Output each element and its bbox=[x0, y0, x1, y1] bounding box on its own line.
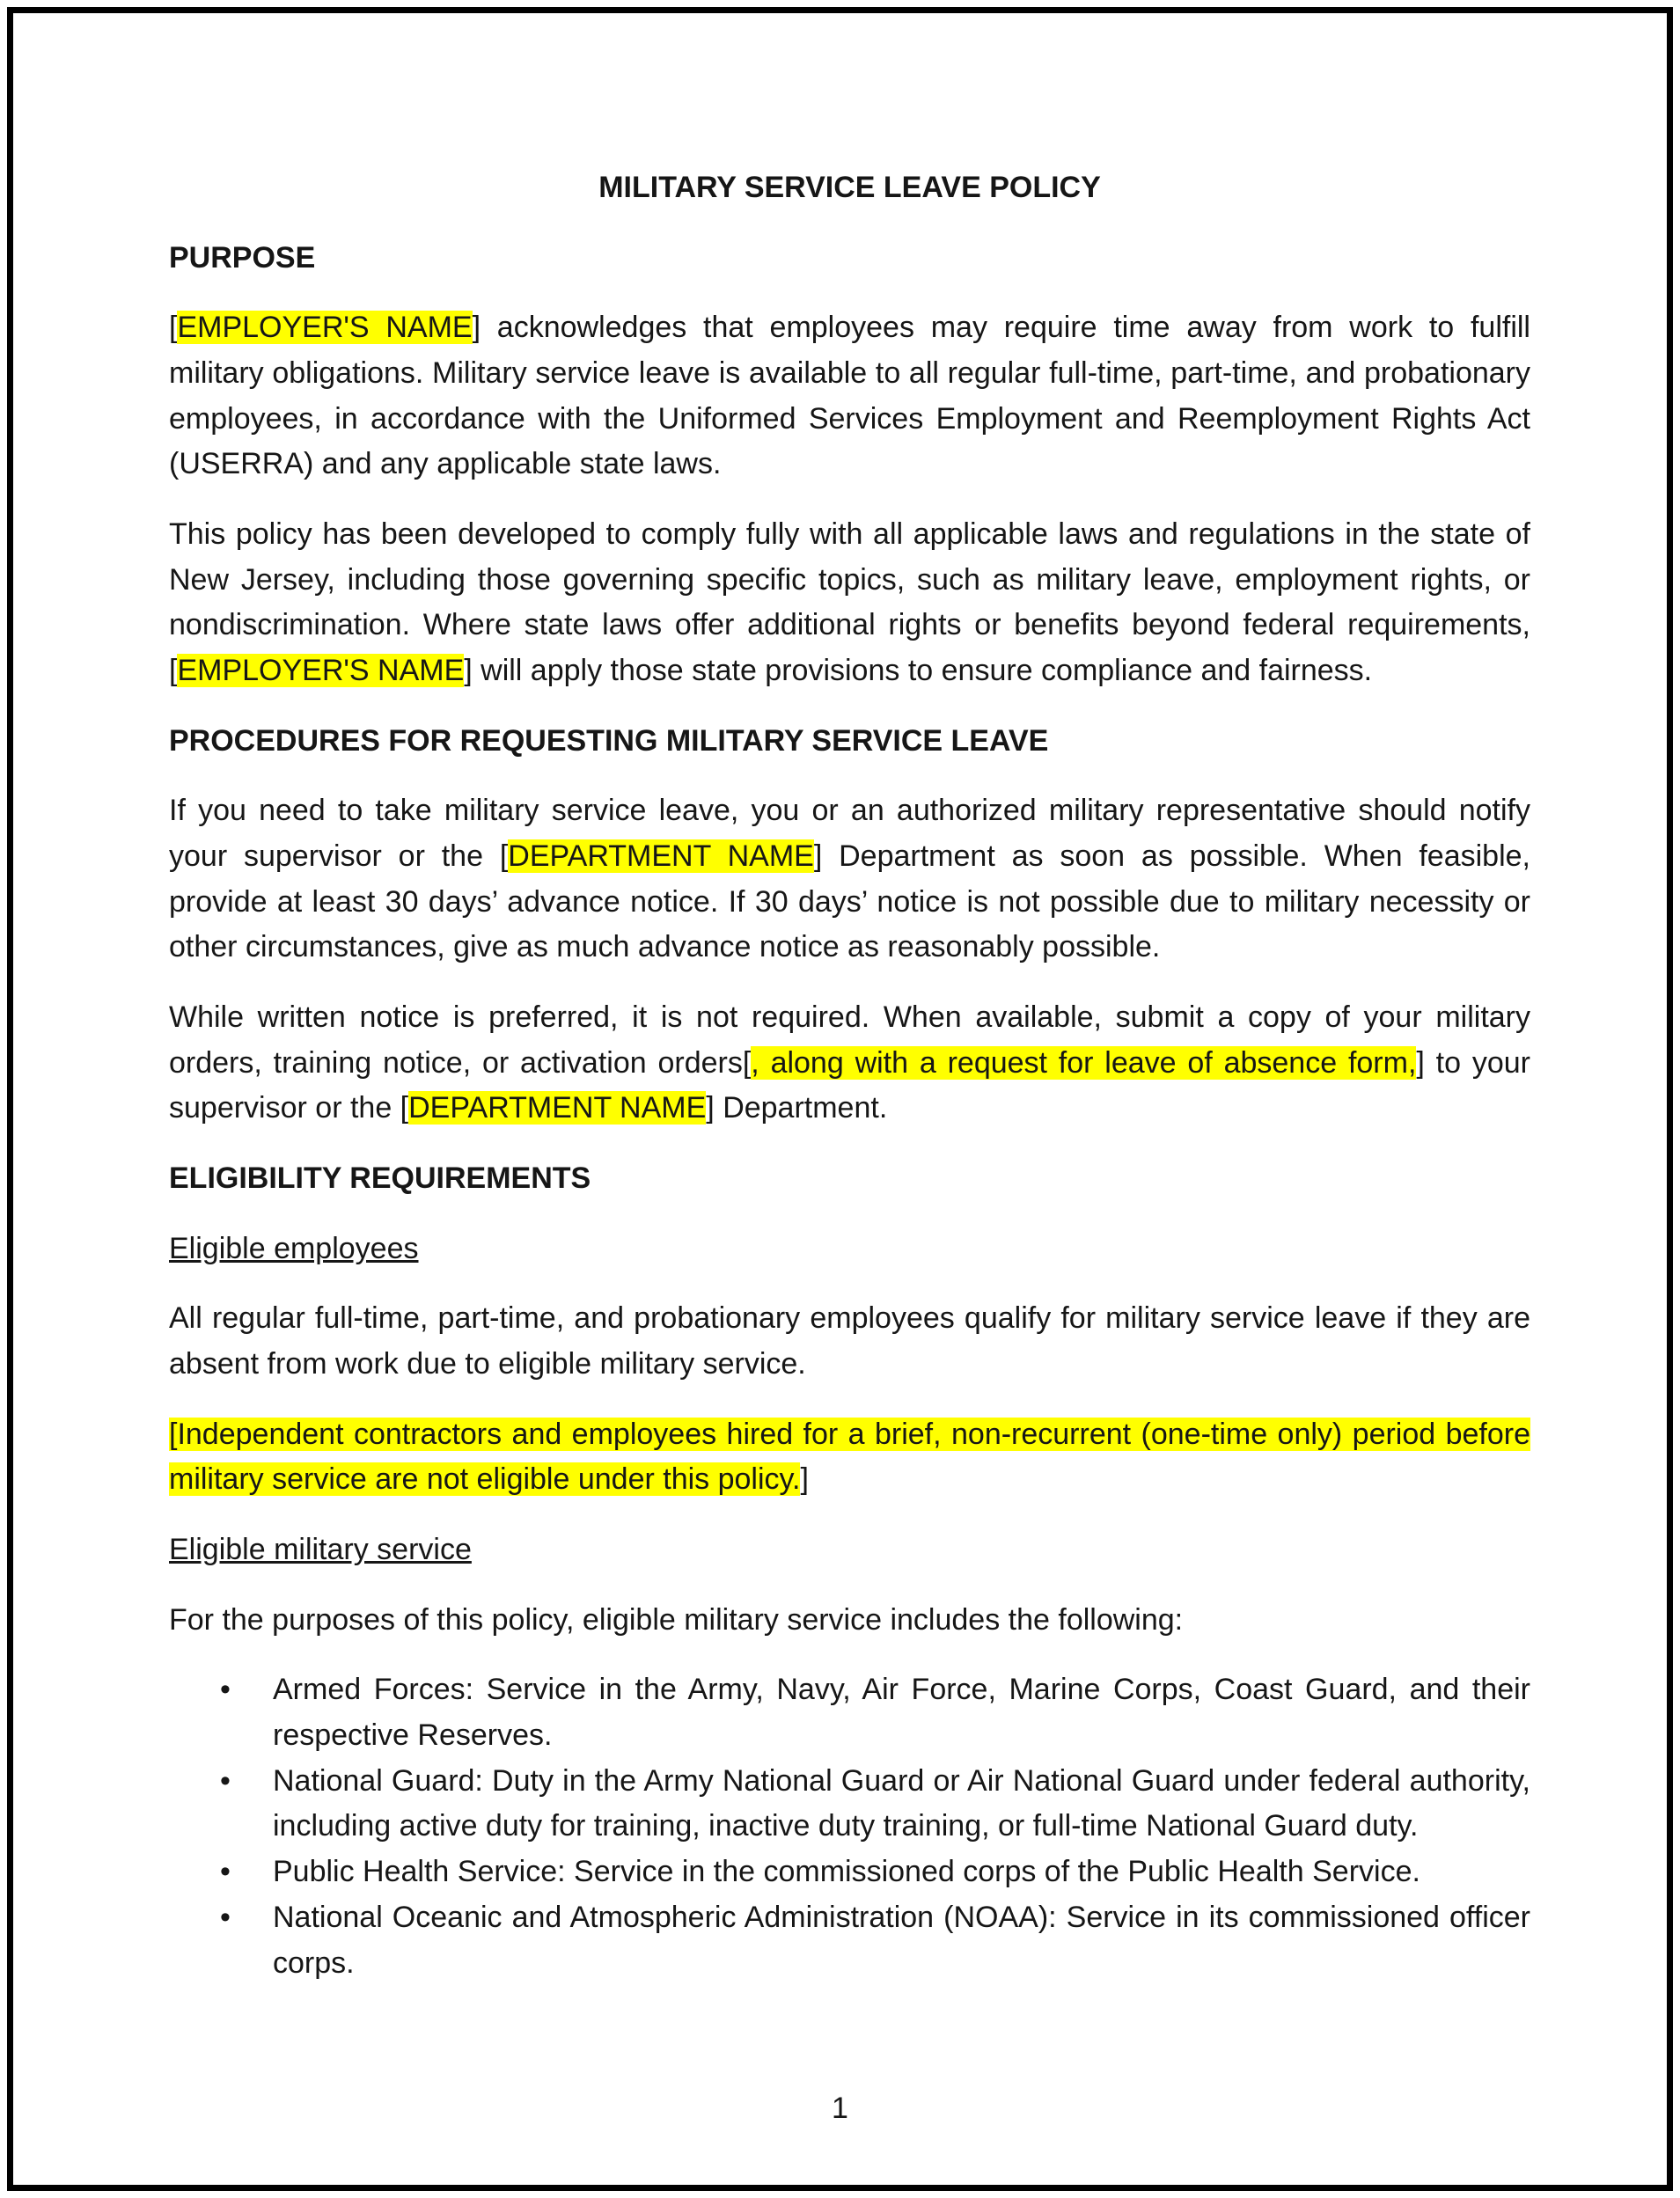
bullet-item: • Armed Forces: Service in the Army, Navy, Air Force, Marine Corps, Coast Guard, and their respective Reserves. bbox=[169, 1667, 1530, 1758]
paragraph bbox=[169, 788, 1530, 971]
highlighted-text: , along with a request for leave of absence form, bbox=[751, 1045, 1417, 1080]
highlighted-text: EMPLOYER'S NAME bbox=[177, 654, 465, 688]
paragraph bbox=[169, 305, 1530, 487]
text-run: ] Department as soon as possible. When feasible, provide at least 30 days’ advance notice. If 30 days’ notice is not possible due to military necessity or other circumstances, give as much advance notice as reasonably possible. bbox=[169, 839, 1530, 964]
bullet-item: • National Oceanic and Atmospheric Administration (NOAA): Service in its commissioned officer corps. bbox=[169, 1895, 1530, 1986]
text-run: ] to your supervisor or the [ bbox=[169, 1045, 1530, 1125]
paragraph bbox=[169, 995, 1530, 1132]
highlighted-text: EMPLOYER'S NAME bbox=[177, 311, 473, 345]
paragraph bbox=[169, 1598, 1530, 1644]
bullet-item: • National Guard: Duty in the Army National Guard or Air National Guard under federal authority, including active duty for training, inactive duty training, or full-time National Guard duty. bbox=[169, 1759, 1530, 1850]
highlighted-text: [Independent contractors and employees hired for a brief, non-recurrent (one-time only) period before military service are not eligible under this policy. bbox=[169, 1417, 1530, 1497]
bullet-list bbox=[169, 1667, 1530, 1986]
section-heading: ELIGIBILITY REQUIREMENTS bbox=[169, 1161, 591, 1196]
highlighted-text: DEPARTMENT NAME bbox=[508, 839, 814, 874]
subsection-heading: Eligible employees bbox=[169, 1231, 419, 1265]
highlighted-text: DEPARTMENT NAME bbox=[408, 1091, 707, 1125]
text-run: This policy has been developed to comply fully with all applicable laws and regulations in the state of New Jersey, including those governing specific topics, such as military leave, employment rights, or nondiscrimination. Where state laws offer additional rights or benefits beyond federal requirements, [ bbox=[169, 517, 1530, 688]
subsection-heading: Eligible military service bbox=[169, 1533, 472, 1567]
page-number: 1 bbox=[832, 2092, 848, 2125]
text-run: ] acknowledges that employees may require time away from work to fulfill military obligations. Military service leave is available to all regular full-time, part-time, and probationary employees, in accordance with the Uniformed Services Employment and Reemployment Rights Act (USERRA) and any applicable state laws. bbox=[169, 311, 1530, 481]
text-run: ] bbox=[800, 1462, 809, 1497]
bullet-item: • Public Health Service: Service in the commissioned corps of the Public Health Service. bbox=[169, 1850, 1530, 1895]
section-heading: PROCEDURES FOR REQUESTING MILITARY SERVICE LEAVE bbox=[169, 723, 1049, 758]
paragraph bbox=[169, 1296, 1530, 1387]
paragraph bbox=[169, 512, 1530, 694]
text-run: If you need to take military service leave, you or an authorized military representative should notify your supervisor or the [ bbox=[169, 794, 1530, 874]
text-run: While written notice is preferred, it is not required. When available, submit a copy of your military orders, training notice, or activation orders[ bbox=[169, 1000, 1530, 1080]
text-run: For the purposes of this policy, eligible military service includes the following: bbox=[169, 1602, 1184, 1637]
text-run: [ bbox=[169, 311, 178, 345]
text-run: All regular full-time, part-time, and probationary employees qualify for military service leave if they are absent from work due to eligible military service. bbox=[169, 1301, 1530, 1381]
paragraph bbox=[169, 1412, 1530, 1503]
text-run: ] will apply those state provisions to ensure compliance and fairness. bbox=[464, 654, 1373, 688]
text-run: ] Department. bbox=[706, 1091, 888, 1125]
document-title: MILITARY SERVICE LEAVE POLICY bbox=[598, 171, 1101, 204]
section-heading: PURPOSE bbox=[169, 240, 316, 275]
document-blocks bbox=[169, 236, 1530, 1987]
document-content bbox=[169, 165, 1530, 2092]
